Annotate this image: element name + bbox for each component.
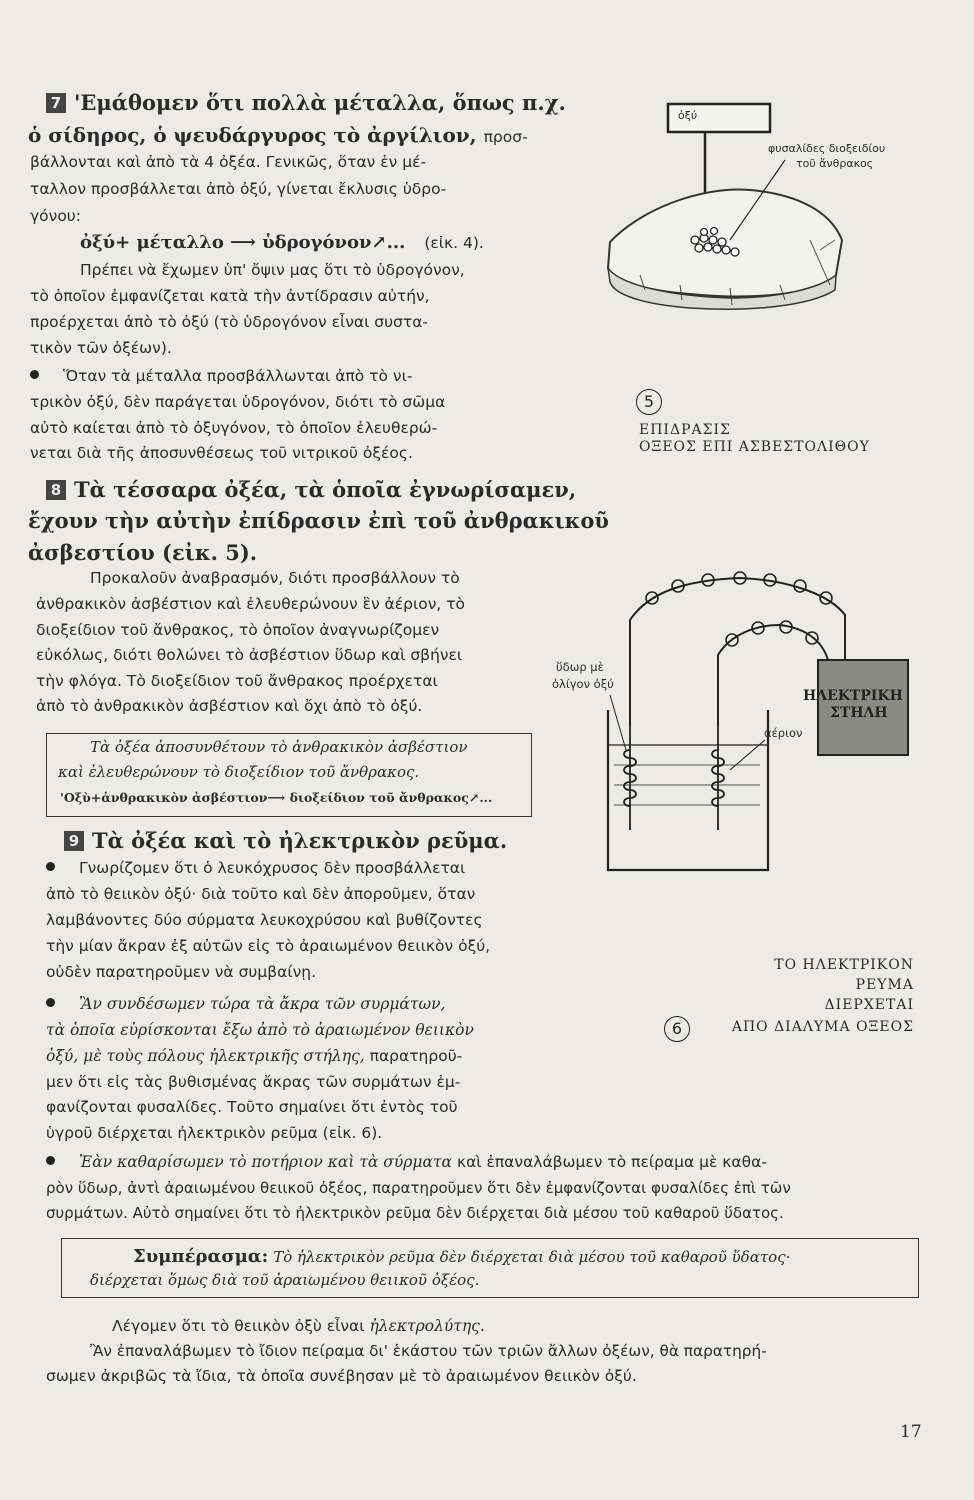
final-line: σωμεν ἀκριβῶς τὰ ἴδια, τὰ ὁποῖα συνέβησαν μὲ τὸ ἀραιωμένον θειικὸν ὀξύ. — [46, 1367, 637, 1385]
section-8-text-line: ἀνθρακικὸν ἀσβέστιον καὶ ἐλευθερώνουν ἓν ἀέριον, τὸ — [36, 595, 466, 613]
section-7-para3: νεται διὰ τῆς ἀποσυνθέσεως τοῦ νιτρικοῦ ὀξέος. — [30, 444, 413, 462]
section-9-para2: Ἂν συνδέσωμεν τώρα τὰ ἄκρα τῶν συρμάτων, — [46, 995, 445, 1013]
section-7-title: 7 'Εμάθομεν ὅτι πολλὰ μέταλλα, ὅπως π.χ. — [46, 90, 566, 115]
section-8-text-line: ἀπὸ τὸ ἀνθρακικὸν ἀσβέστιον καὶ ὄχι ἀπὸ τὸ ὀξύ. — [36, 697, 423, 715]
section-9-para1: τὴν μίαν ἄκραν ἐξ αὐτῶν εἰς τὸ ἀραιωμένον θειικὸν ὀξύ, — [46, 937, 491, 955]
section-9-para1: λαμβάνοντες δύο σύρματα λευκοχρύσου καὶ βυθίζοντες — [46, 911, 483, 929]
section-9-para2: ὀξύ, μὲ τοὺς πόλους ἠλεκτρικῆς στήλης, παρατηροῦ- — [46, 1047, 463, 1065]
figure-6-water-label: ὕδωρ μὲ — [556, 660, 604, 674]
section-7-para3: αὐτὸ καίεται ἀπὸ τὸ ὀξυγόνον, τὸ ὁποῖον ἐλευθερώ- — [30, 419, 438, 437]
figure-5-caption: ΕΠΙΔΡΑΣΙΣ — [639, 422, 731, 438]
figure-5-caption: ΟΞΕΟΣ ΕΠΙ ΑΣΒΕΣΤΟΛΙΘΟΥ — [639, 439, 870, 455]
section-7-text-line: γόνου: — [30, 207, 81, 225]
page-number: 17 — [900, 1422, 922, 1442]
figure-5-bubbles-label: τοῦ ἄνθρακος — [796, 157, 874, 170]
bullet-icon — [46, 862, 55, 871]
section-7-para3: Ὅταν τὰ μέταλλα προσβάλλωνται ἀπὸ τὸ νι- — [30, 367, 412, 385]
summary-equation: 'Οξὺ+ἀνθρακικὸν ἀσβέστιον⟶ διοξείδιον τοῦ ἄνθρακος↗... — [60, 790, 493, 805]
section-9-title: 9 Τὰ ὀξέα καὶ τὸ ἠλεκτρικὸν ρεῦμα. — [64, 828, 507, 853]
bullet-icon — [30, 370, 39, 379]
section-8-title-line: ἔχουν τὴν αὐτὴν ἐπίδρασιν ἐπὶ τοῦ ἀνθρακικοῦ — [28, 508, 609, 533]
figure-6-water-label: ὀλίγον ὀξύ — [552, 677, 614, 691]
bullet-icon — [46, 998, 55, 1007]
conclusion-line: διέρχεται ὅμως διὰ τοῦ ἀραιωμένου θειικοῦ ὀξέος. — [90, 1271, 480, 1289]
battery-label: ΗΛΕΚΤΡΙΚΗ — [803, 688, 903, 704]
section-8-text-line: διοξείδιον τοῦ ἄνθρακος, τὸ ὁποῖον ἀναγνωρίζομεν — [36, 621, 440, 639]
section-8-title: 8 Τὰ τέσσαρα ὀξέα, τὰ ὁποῖα ἐγνωρίσαμεν, — [46, 477, 576, 502]
summary-line: Τὰ ὀξέα ἀποσυνθέτουν τὸ ἀνθρακικὸν ἀσβέστιον — [90, 738, 468, 756]
section-7-line2: ὁ σίδηρος, ὁ ψευδάργυρος τὸ ἀργίλιον, προσ- — [28, 123, 528, 147]
bullet-icon — [46, 1156, 55, 1165]
figure-6-gas-label: ἀέριον — [764, 726, 803, 740]
section-8-text-line: τὴν φλόγα. Τὸ διοξείδιον τοῦ ἄνθρακος προέρχεται — [36, 672, 438, 690]
section-9-para2: μεν ὅτι εἰς τὰς βυθισμένας ἄκρας τῶν συρμάτων ἐμ- — [46, 1073, 461, 1091]
figure-5-number: 5 — [636, 389, 662, 415]
summary-line: καὶ ἐλευθερώνουν τὸ διοξείδιον τοῦ ἄνθρακος. — [58, 763, 420, 781]
section-9-para3: ρὸν ὕδωρ, ἀντὶ ἀραιωμένου θειικοῦ ὀξέος, παρατηροῦμεν ὅτι δὲν ἐμφανίζονται φυσαλίδες ἐπὶ τῶν — [46, 1179, 791, 1197]
figure-5-acid-label: ὀξύ — [678, 109, 698, 122]
section-8-text-line: εὐκόλως, διότι θολώνει τὸ ἀσβέστιον ὕδωρ καὶ σβήνει — [36, 646, 463, 664]
section-9-para2: φανίζονται φυσαλίδες. Τοῦτο σημαίνει ὅτι ἐντὸς τοῦ — [46, 1098, 458, 1116]
section-7-text-line: ταλλον προσβάλλεται ἀπὸ ὀξύ, γίνεται ἔκλυσις ὑδρο- — [30, 180, 447, 198]
figure-5-illustration — [580, 90, 910, 360]
section-8-title-line: ἀσβεστίου (εἰκ. 5). — [28, 540, 258, 565]
section-9-number: 9 — [64, 831, 84, 851]
section-7-para2: τὸ ὁποῖον ἐμφανίζεται κατὰ τὴν ἀντίδρασιν αὐτήν, — [30, 287, 430, 305]
figure-6-illustration — [590, 560, 930, 960]
figure-6-caption: ΡΕΥΜΑ — [855, 977, 914, 993]
section-7-para2: τικὸν τῶν ὀξέων). — [30, 339, 172, 357]
section-9-para1: ἀπὸ τὸ θειικὸν ὀξύ· διὰ τοῦτο καὶ δὲν ἀποροῦμεν, ὅταν — [46, 885, 476, 903]
conclusion-line: Συμπέρασμα: Τὸ ἠλεκτρικὸν ρεῦμα δὲν διέρχεται διὰ μέσου τοῦ καθαροῦ ὕδατος· — [133, 1246, 791, 1267]
section-9-para3: συρμάτων. Αὐτὸ σημαίνει ὅτι τὸ ἠλεκτρικὸν ρεῦμα δὲν διέρχεται διὰ μέσου τοῦ καθαροῦ ὕδατος. — [46, 1204, 784, 1222]
figure-6-caption: ΔΙΕΡΧΕΤΑΙ — [824, 997, 914, 1013]
figure-6-caption: ΤΟ ΗΛΕΚΤΡΙΚΟΝ — [774, 957, 914, 973]
section-7-text-line: βάλλονται καὶ ἀπὸ τὰ 4 ὀξέα. Γενικῶς, ὅταν ἐν μέ- — [30, 153, 427, 171]
section-9-para2: ὑγροῦ διέρχεται ἠλεκτρικὸν ρεῦμα (εἰκ. 6). — [46, 1124, 383, 1142]
section-7-para3: τρικὸν ὀξύ, δὲν παράγεται ὑδρογόνον, διότι τὸ σῶμα — [30, 393, 446, 411]
section-7-number: 7 — [46, 93, 66, 113]
section-9-para1: οὐδὲν παρατηροῦμεν νὰ συμβαίνῃ. — [46, 963, 316, 981]
figure-6-caption: ΑΠΟ ΔΙΑΛΥΜΑ ΟΞΕΟΣ — [731, 1019, 914, 1035]
section-7-equation: ὀξύ+ μέταλλο ⟶ ὑδρογόνον↗... (εἰκ. 4). — [80, 232, 484, 253]
figure-5-bubbles-label: φυσαλίδες διοξειδίου — [768, 142, 886, 155]
figure-6-number: 6 — [664, 1016, 690, 1042]
section-9-para3: Ἐὰν καθαρίσωμεν τὸ ποτήριον καὶ τὰ σύρματα καὶ ἐπαναλάβωμεν τὸ πείραμα μὲ καθα- — [46, 1153, 767, 1171]
final-line: Ἂν ἐπαναλάβωμεν τὸ ἴδιον πείραμα δι' ἑκάστου τῶν τριῶν ἄλλων ὀξέων, θὰ παρατηρή- — [90, 1342, 767, 1360]
section-8-text-line: Προκαλοῦν ἀναβρασμόν, διότι προσβάλλουν τὸ — [90, 569, 460, 587]
section-7-para2: προέρχεται ἀπὸ τὸ ὀξύ (τὸ ὑδρογόνον εἶναι συστα- — [30, 313, 429, 331]
final-line: Λέγομεν ὅτι τὸ θειικὸν ὀξὺ εἶναι ἠλεκτρολύτης. — [112, 1317, 485, 1335]
battery-label: ΣΤΗΛΗ — [830, 705, 888, 721]
section-9-para1: Γνωρίζομεν ὅτι ὁ λευκόχρυσος δὲν προσβάλλεται — [46, 859, 465, 877]
section-7-para2: Πρέπει νὰ ἔχωμεν ὑπ' ὄψιν μας ὅτι τὸ ὑδρογόνον, — [80, 261, 465, 279]
section-9-para2: τὰ ὁποῖα εὑρίσκονται ἔξω ἀπὸ τὸ ἀραιωμένον θειικὸν — [46, 1021, 474, 1039]
section-8-number: 8 — [46, 480, 66, 500]
